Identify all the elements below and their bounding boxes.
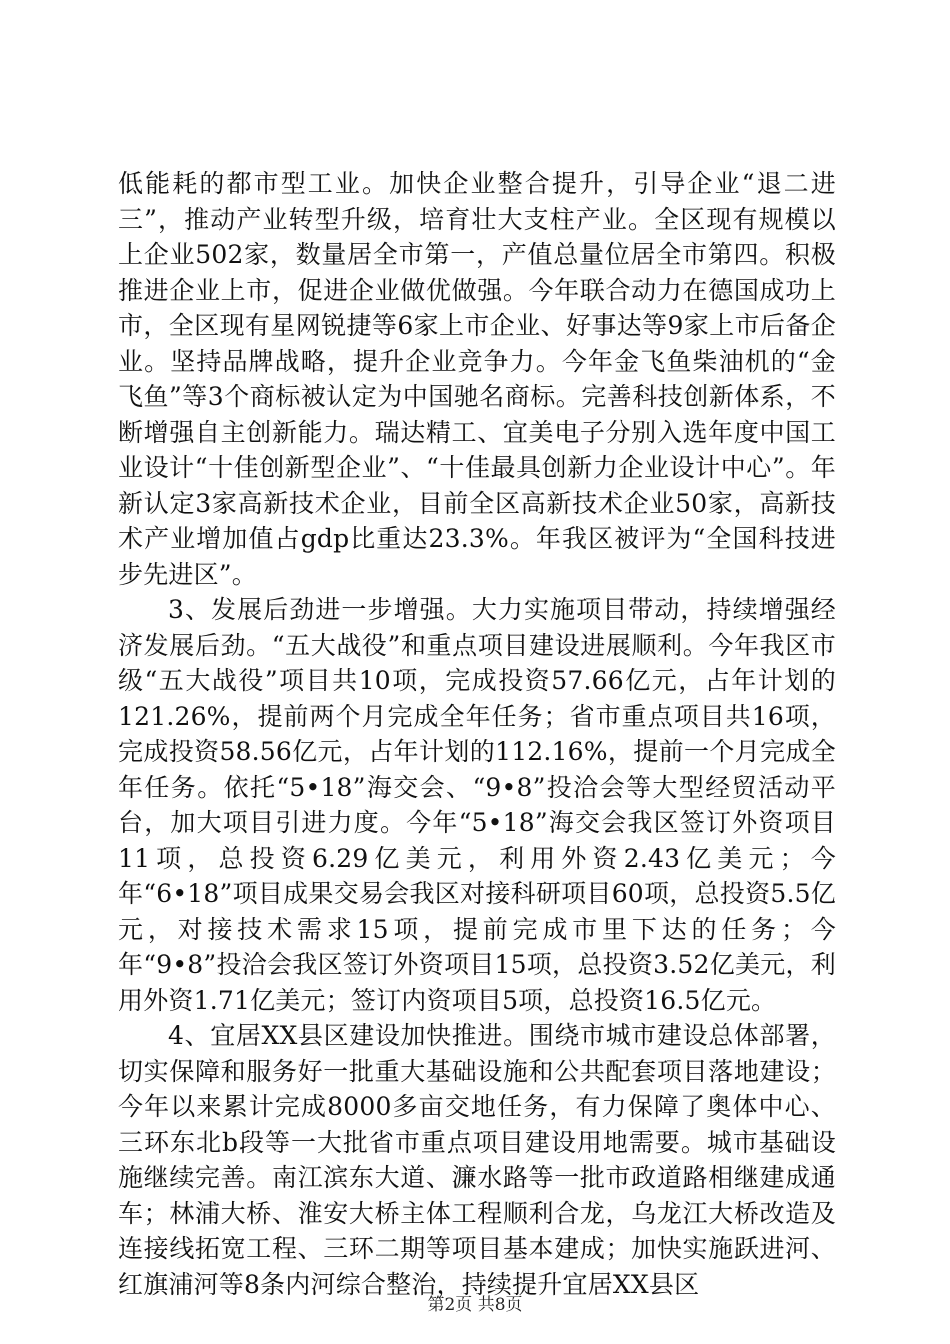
paragraph-development-momentum: 3、发展后劲进一步增强。大力实施项目带动，持续增强经济发展后劲。“五大战役”和重点项目建设进展顺利。今年我区市级“五大战役”项目共10项，完成投资57.66亿元，占年计划的121.26%，提前两个月完成全年任务；省市重点项目共16项，完成投资58.56亿元，占年计划的112.16%，提前一个月完成全年任务。依托“5•18”海交会、“9•8”投洽会等大型经贸活动平台，加大项目引进力度。今年“5•18”海交会我区签订外资项目11项，总投资6.29亿美元，利用外资2.43亿美元；今年“6•18”项目成果交易会我区对接科研项目60项，总投资5.5亿元，对接技术需求15项，提前完成市里下达的任务；今年“9•8”投洽会我区签订外资项目15项，总投资3.52亿美元，利用外资1.71亿美元；签订内资项目5项，总投资16.5亿元。 [118,595,836,1015]
paragraph-industry: 低能耗的都市型工业。加快企业整合提升，引导企业“退二进三”，推动产业转型升级，培育壮大支柱产业。全区现有规模以上企业502家，数量居全市第一，产值总量位居全市第四。积极推进企业上市，促进企业做优做强。今年联合动力在德国成功上市，全区现有星网锐捷等6家上市企业、好事达等9家上市后备企业。坚持品牌战略，提升企业竞争力。今年金飞鱼柴油机的“金飞鱼”等3个商标被认定为中国驰名商标。完善科技创新体系，不断增强自主创新能力。瑞达精工、宜美电子分别入选年度中国工业设计“十佳创新型企业”、“十佳最具创新力企业设计中心”。年新认定3家高新技术企业，目前全区高新技术企业50家，高新技术产业增加值占gdp比重达23.3%。年我区被评为“全国科技进步先进区”。 [118,169,836,589]
page-number-footer: 第2页 共8页 [427,1295,523,1315]
document-body [118,166,836,1302]
paragraph-livable-district: 4、宜居XX县区建设加快推进。围绕市城市建设总体部署，切实保障和服务好一批重大基础设施和公共配套项目落地建设；今年以来累计完成8000多亩交地任务，有力保障了奥体中心、三环东北b段等一大批省市重点项目建设用地需要。城市基础设施继续完善。南江滨东大道、濂水路等一批市政道路相继建成通车；林浦大桥、淮安大桥主体工程顺利合龙，乌龙江大桥改造及连接线拓宽工程、三环二期等项目基本建成；加快实施跃进河、红旗浦河等8条内河综合整治，持续提升宜居XX县区 [118,1021,836,1299]
